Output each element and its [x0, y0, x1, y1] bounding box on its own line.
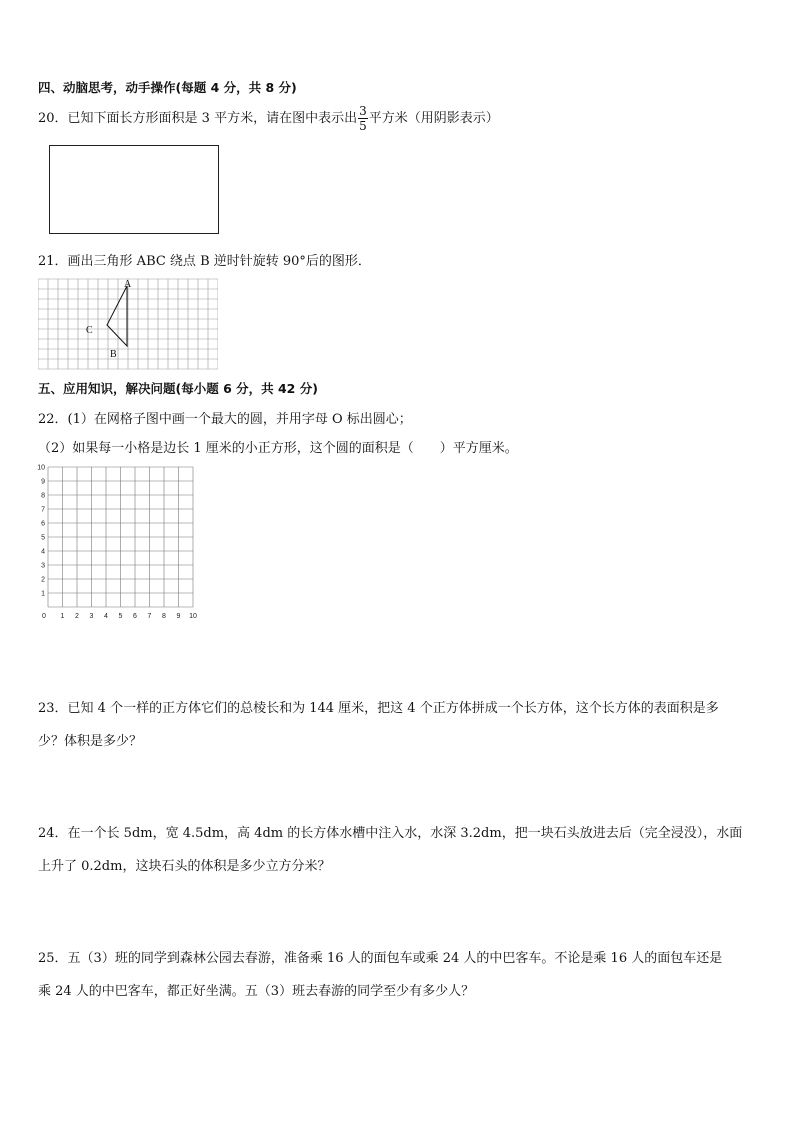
fraction-numerator: 3	[359, 104, 367, 118]
coordinate-grid-lines	[48, 467, 193, 607]
question-25-line-1: 25．五（3）班的同学到森林公园去春游，准备乘 16 人的面包车或乘 24 人的中巴客车。不论是乘 16 人的面包车还是	[38, 951, 723, 966]
y-axis-label: 9	[41, 478, 45, 486]
question-24-line-1: 24．在一个长 5dm，宽 4.5dm，高 4dm 的长方体水槽中注入水，水深 3.2dm，把一块石头放进去后（完全浸没），水面	[38, 826, 743, 841]
x-axis-label: 4	[104, 613, 108, 620]
x-axis-label: 5	[118, 613, 123, 620]
x-axis-label: 6	[133, 613, 137, 620]
y-axis-label: 8	[41, 492, 45, 500]
y-axis-label: 7	[41, 506, 45, 514]
coordinate-grid-figure[interactable]	[34, 463, 204, 625]
vertex-label-a: A	[124, 279, 132, 290]
question-20-text-after: 平方米（用阴影表示）	[368, 111, 499, 126]
y-axis-label: 2	[41, 576, 45, 584]
x-axis-label: 1	[60, 613, 65, 620]
y-axis-label: 3	[41, 562, 45, 570]
y-axis-label: 4	[41, 548, 45, 556]
fraction-three-fifths	[358, 105, 368, 132]
x-axis-label: 8	[162, 613, 166, 620]
question-20	[38, 105, 499, 132]
fraction-denominator: 5	[359, 119, 367, 133]
y-axis-label: 6	[41, 520, 45, 528]
question-22-line-1: 22．(1）在网格子图中画一个最大的圆，并用字母 O 标出圆心；	[38, 412, 412, 427]
triangle-grid-lines	[38, 279, 218, 369]
rectangle-figure[interactable]	[49, 145, 219, 234]
x-axis-label: 7	[147, 613, 152, 620]
x-axis-label: 0	[42, 613, 46, 620]
section-5-heading: 五、应用知识，解决问题(每小题 6 分，共 42 分)	[38, 381, 318, 396]
x-axis-label: 9	[176, 613, 181, 620]
question-24-line-2: 上升了 0.2dm，这块石头的体积是多少立方分米？	[38, 859, 331, 874]
y-axis-label: 10	[37, 464, 45, 472]
question-21-text: 21．画出三角形 ABC 绕点 B 逆时针旋转 90°后的图形．	[38, 254, 371, 269]
triangle-grid-figure[interactable]	[38, 276, 218, 372]
y-axis-label: 5	[41, 534, 45, 542]
x-axis-label: 10	[189, 613, 197, 620]
question-25-line-2: 乘 24 人的中巴客车，都正好坐满。五（3）班去春游的同学至少有多少人？	[38, 984, 475, 999]
question-20-text-before: 20．已知下面长方形面积是 3 平方米，请在图中表示出	[38, 111, 358, 126]
question-22-line-2: （2）如果每一小格是边长 1 厘米的小正方形，这个圆的面积是（ ）平方厘米。	[38, 441, 518, 456]
x-axis-label: 2	[75, 613, 79, 620]
question-23-line-1: 23．已知 4 个一样的正方体它们的总棱长和为 144 厘米，把这 4 个正方体拼成一个长方体，这个长方体的表面积是多	[38, 701, 719, 716]
triangle-abc	[107, 286, 127, 346]
question-23-line-2: 少？体积是多少？	[38, 734, 143, 749]
vertex-label-c: C	[86, 325, 93, 336]
y-axis-label: 1	[41, 590, 45, 598]
x-axis-label: 3	[89, 613, 94, 620]
coordinate-axis-labels	[37, 465, 197, 621]
section-4-heading: 四、动脑思考，动手操作(每题 4 分，共 8 分)	[38, 80, 297, 95]
vertex-label-b: B	[110, 349, 117, 360]
